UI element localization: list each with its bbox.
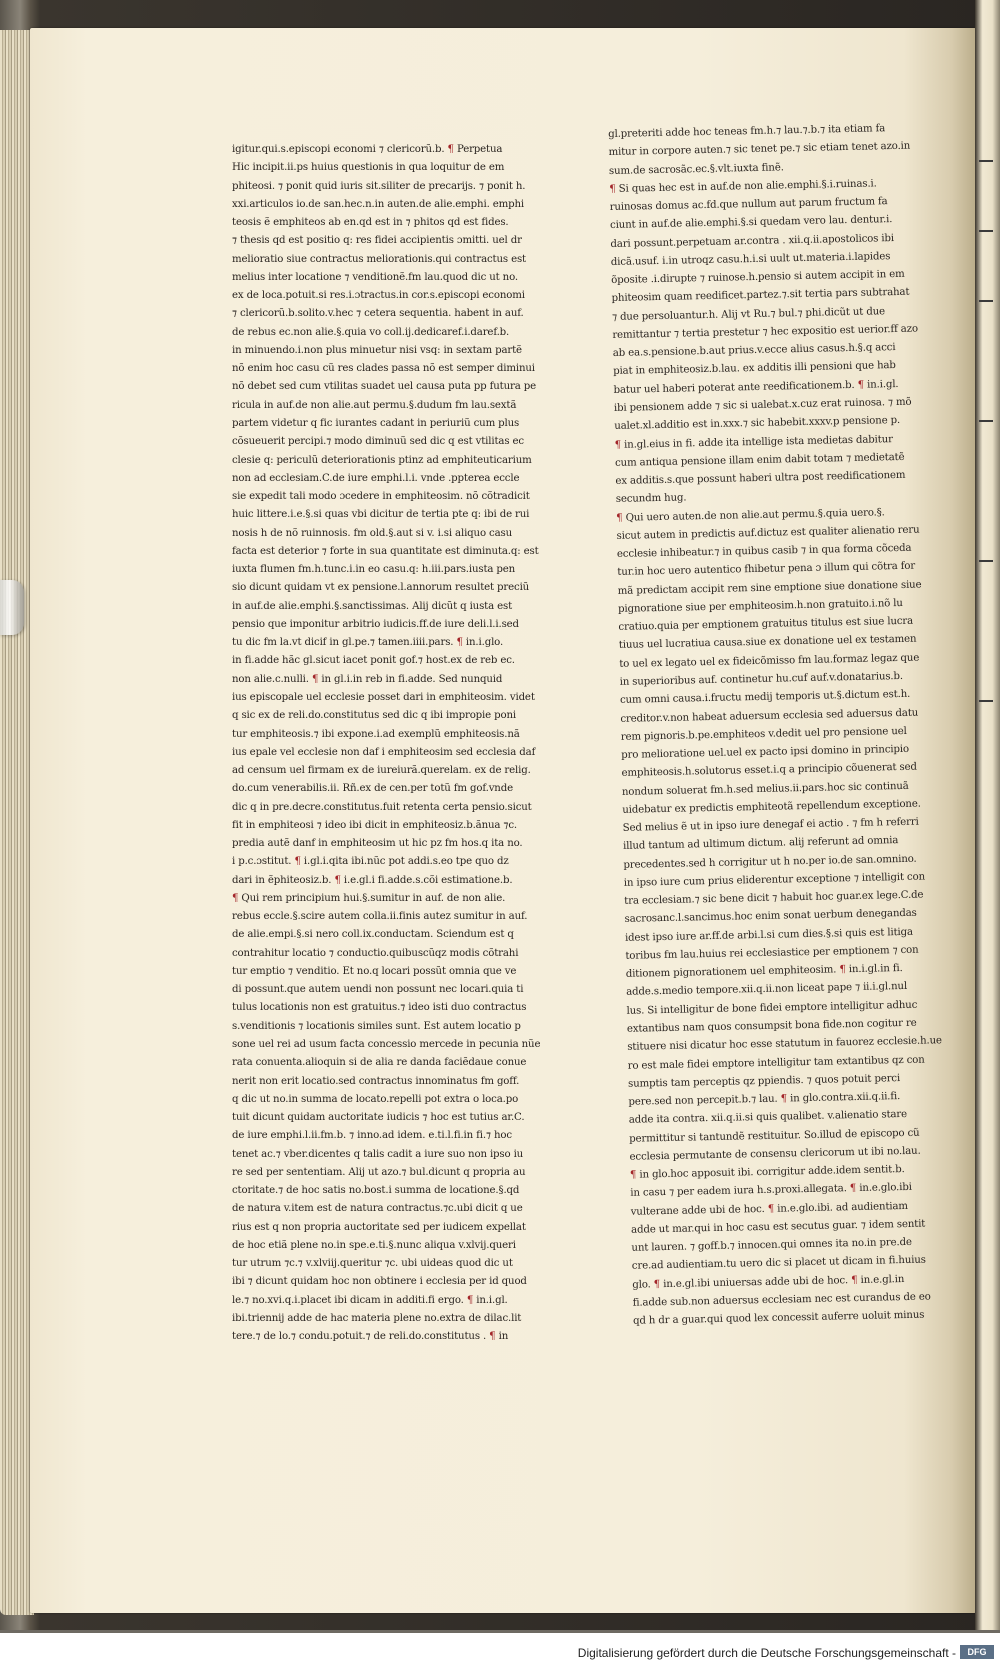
text-line: sacrosanc.l.sancimus.hoc enim sonat uerbum denegandas	[624, 908, 917, 926]
text-line: in superioribus auf. continetur hu.cuf auf.v.donatarius.b.	[619, 670, 904, 688]
text-line: non ad ecclesiam.C.de iure emphi.l.i. vnde .ppterea eccle	[232, 472, 520, 484]
paragraph-mark-icon: ¶	[767, 1203, 775, 1215]
text-line: tenet ac.⁊ vber.dicentes q talis cadit a iure suo non ipso iu	[232, 1148, 524, 1160]
text-line: predia autẽ danf in emphiteosim ut hic pz fm hos.q ita no.	[232, 838, 523, 850]
text-line: Sed melius ẽ ut in ipso iure denegaf ei actio . ⁊ fm h referri	[622, 816, 919, 834]
paragraph-mark-icon: ¶	[839, 964, 846, 976]
text-line: ¶ Qui rem principium hui.§.sumitur in auf. de non alie.	[232, 892, 506, 904]
text-line: facta est deterior ⁊ forte in sua quantitate est diminuta.q: est	[232, 545, 539, 557]
text-line: ius episcopale uel ecclesie posset dari in emphiteosim. videt	[232, 691, 535, 703]
text-line: non alie.c.nulli. ¶ in gl.i.in reb in fi.adde. Sed nunquid	[232, 673, 503, 685]
text-line: iuxta flumen fm.h.tunc.i.in eo casu.q: h.iii.pars.iusta pen	[232, 564, 516, 576]
text-line: rius est q non propria auctoritate sed per iudicem expellat	[232, 1221, 526, 1233]
text-line: ecclesia permutante de consensu clericorum ut ibi no.lau.	[629, 1145, 921, 1163]
text-line: emphiteosis.h.solutorus esset.i.q a principio cõuenerat sed	[621, 761, 917, 780]
text-line: de hoc etiã plene no.in spe.e.ti.§.nunc aliqua v.xlvij.queri	[232, 1239, 516, 1251]
text-line: in fi.adde hãc gl.sicut iacet ponit gof.⁊ host.ex de reb ec.	[232, 655, 515, 667]
text-line: pensio que imponitur arbitrio iudicis.ff.de iure deli.l.i.sed	[232, 618, 519, 630]
text-line: stituere nisi dicatur hoc esse statutum in fauorez ecclesie.h.ue	[627, 1035, 942, 1054]
text-line: batur uel haberi poterat ante reedificationem.b. ¶ in.i.gl.	[613, 378, 899, 396]
text-line: ibi.triennij adde de hac materia plene no.extra de dilac.lit	[232, 1313, 522, 1324]
text-line: unt lauren. ⁊ goff.b.⁊ innocen.qui omnes ita no.in pre.de	[631, 1237, 912, 1254]
text-line: ¶ Si quas hec est in auf.de non alie.emphi.§.i.ruinas.i.	[609, 178, 877, 195]
facing-page-edge	[975, 0, 1000, 1630]
text-line: ibi pensionem adde ⁊ sic si ualebat.x.cuz erat ruinosa. ⁊ mõ	[613, 396, 912, 414]
text-line: fi.adde sub.non aduersus ecclesiam nec est curandus de eo	[632, 1291, 931, 1309]
text-line: glo. ¶ in.e.gl.ibi uniuersas adde ubi de hoc. ¶ in.e.gl.in	[632, 1273, 905, 1291]
text-line: q sic ex de reli.do.constitutus sed dic q ibi impropie poni	[232, 710, 517, 722]
text-line: cre.ad audientiam.tu uero dic si placet ut dicam in fi.huius	[631, 1255, 926, 1273]
text-line: ⁊ due persoluantur.h. Alij vt Ru.⁊ bul.⁊ phi.dicũt ut due	[611, 305, 886, 323]
text-line: Hic incipit.ii.ps huius questionis in qua loquitur de em	[232, 162, 505, 174]
text-line: secundm hug.	[615, 492, 687, 506]
text-line: tur emptio ⁊ venditio. Et no.q locari possũt omnia que ve	[232, 965, 517, 977]
text-line: s.venditionis ⁊ locationis similes sunt. Est autem locatio p	[232, 1020, 521, 1032]
text-line: uidebatur ex predictis emphiteotã repellendum exceptione.	[622, 798, 921, 816]
text-line: nõ debet sed cum vtilitas suadet uel causa puta pp futura pe	[232, 381, 537, 393]
text-line: de natura v.item est de natura contractus.⁊c.ubi dicit q ue	[232, 1203, 523, 1215]
paragraph-mark-icon: ¶	[294, 856, 301, 868]
text-line: piat in emphiteosiz.b.lau. ex additis illi pensioni que hab	[613, 360, 896, 378]
text-line: sio dicunt quidam vt ex pensione.l.annorum resultet preciũ	[232, 582, 530, 594]
text-line: re sed per sententiam. Alij ut azo.⁊ bul.dicunt q propria au	[232, 1166, 526, 1178]
text-line: ¶ in.gl.eius in fi. adde ita intellige ista medietas dabitur	[614, 433, 893, 451]
paragraph-mark-icon: ¶	[447, 144, 454, 155]
text-line: i p.c.ɔstitut. ¶ i.gl.i.qita ibi.nũc pot addi.s.eo tpe quo dz	[232, 856, 509, 868]
text-line: tere.⁊ de lo.⁊ condu.potuit.⁊ de reli.do.constitutus . ¶ in	[232, 1331, 509, 1343]
text-line: sum.de sacrosãc.ec.§.vlt.iuxta finẽ.	[608, 161, 784, 177]
text-line: lus. Si intelligitur de bone fidei emptore intelligitur adhuc	[626, 999, 918, 1017]
text-line: ualet.xl.additio est in.xxx.⁊ sic habebit.xxxv.p pensione p.	[614, 415, 901, 433]
text-line: adde ut mar.qui in hoc casu est secutus guar. ⁊ idem sentit	[631, 1218, 926, 1236]
text-line: tulus locationis non est gratuitus.⁊ ideo isti duo contractus	[232, 1002, 527, 1014]
text-line: ex additis.s.que possunt haberi ultra post reedificationem	[615, 469, 906, 487]
paragraph-mark-icon: ¶	[489, 1331, 496, 1343]
text-line: dicã.usuf. i.in utroqz casu.h.i.si uult ut.materia.i.lapides	[610, 250, 891, 268]
paragraph-mark-icon: ¶	[857, 379, 865, 391]
text-line: cum omni causa.i.fructu medij temporis ut.§.dictum est.h.	[619, 689, 911, 707]
text-line: rebus eccle.§.scire autem colla.ii.finis autez sumitur in auf.	[232, 911, 528, 923]
text-line: tur utrum ⁊c.⁊ v.xlviij.queritur ⁊c. ubi uideas quod dic ut	[232, 1258, 513, 1270]
paragraph-mark-icon: ¶	[629, 1169, 637, 1181]
text-line: sicut autem in predictis auf.dictuz est qualiter alienatio reru	[616, 524, 920, 542]
text-line: ⁊ clericorũ.b.solito.v.hec ⁊ cetera sequentia. habent in auf.	[232, 308, 524, 320]
text-line: tu dic fm la.vt dicif in gl.pe.⁊ tamen.iiii.pars. ¶ in.i.glo.	[232, 637, 504, 649]
paragraph-mark-icon: ¶	[851, 1274, 858, 1286]
text-line: de alie.empi.§.si nero coll.ix.conductam. Sciendum est q	[232, 929, 514, 941]
text-line: ro est male fidei emptore intelligitur tam extantibus qz con	[627, 1054, 925, 1072]
text-line: ¶ in glo.hoc apposuit ibi. corrigitur adde.idem sentit.b.	[629, 1164, 905, 1181]
text-line: tur.in hoc uero autentico fhibetur pena ɔ illum qui cõtra for	[617, 561, 916, 579]
text-line: in casu ⁊ per eadem iura h.s.proxi.allegata. ¶ in.e.glo.ibi	[630, 1182, 912, 1200]
glass-page-weight	[0, 580, 24, 635]
text-line: clesie q: periculũ deteriorationis ptinz ad emphiteuticarium	[232, 454, 532, 466]
text-line: q dic ut no.in summa de locato.repelli pot extra o loca.po	[232, 1093, 519, 1105]
text-line: creditor.v.non habeat aduersum ecclesia sed aduersus datu	[620, 707, 919, 725]
text-line: vulterane adde ubi de hoc. ¶ in.e.glo.ibi. ad audientiam	[630, 1200, 908, 1218]
text-line: do.cum venerabilis.ii. Rñ.ex de cen.per totũ fm gof.vnde	[232, 783, 513, 795]
text-line: pere.sed non percepit.b.⁊ lau. ¶ in glo.contra.xii.q.ii.fi.	[628, 1091, 901, 1108]
text-line: de iure emphi.l.ii.fm.b. ⁊ inno.ad idem. e.ti.l.fi.in fi.⁊ hoc	[232, 1130, 512, 1142]
text-line: adde.s.medio tempore.xii.q.ii.non liceat pape ⁊ ii.i.gl.nul	[626, 981, 908, 999]
text-line: xxi.articulos io.de san.hec.n.in auten.de alie.emphi. emphi	[232, 198, 525, 210]
text-line: in auf.de alie.emphi.§.sanctissimas. Alij dicũt q iusta est	[232, 600, 513, 612]
paragraph-mark-icon: ¶	[456, 637, 463, 649]
text-line: nosis h de nõ ruinnosis. fm old.§.aut si v. i.si aliquo casu	[232, 527, 513, 539]
text-line: ¶ Qui uero auten.de non alie.aut permu.§.quia uero.§.	[616, 506, 885, 524]
text-line: ricula in auf.de non alie.aut permu.§.dudum fm lau.sextã	[232, 399, 517, 411]
text-line: mitur in corpore auten.⁊ sic tenet pe.⁊ sic etiam tenet azo.in	[608, 140, 911, 159]
text-line: partem videtur q fic iurantes cadant in periuriũ cum plus	[232, 417, 520, 429]
text-line: tuit dicunt quidam auctoritate iudicis ⁊ hoc est tutius ar.C.	[232, 1112, 525, 1124]
text-line: permittitur si tantundẽ restituitur. So.illud de episcopo cũ	[629, 1127, 920, 1145]
paragraph-mark-icon: ¶	[849, 1183, 857, 1195]
text-line: ditionem pignorationem uel emphiteosim. ¶ in.i.gl.in fi.	[625, 963, 903, 981]
text-line: contrahitur locatio ⁊ conductio.quibuscũqz modis cõtrahi	[232, 947, 519, 959]
text-line: idest ipso iure ar.ff.de arbi.l.si cum dies.§.si quis est litiga	[624, 926, 913, 944]
text-line: sumptis tam perceptis qz ppiendis. ⁊ quos potuit perci	[627, 1072, 901, 1090]
text-line: di possunt.que autem uendi non possunt nec locari.quia ti	[232, 984, 524, 996]
paragraph-mark-icon: ¶	[466, 1294, 474, 1306]
text-line: ciunt in auf.de alie.emphi.§.si quedam vero lau. dentur.i.	[609, 214, 893, 232]
text-line: ex de loca.potuit.si res.i.ɔtractus.in cor.s.episcopi economi	[232, 290, 525, 302]
text-line: le.⁊ no.xvi.q.i.placet ibi dicam in additi.fi ergo. ¶ in.i.gl.	[232, 1294, 508, 1306]
text-line: tiuus uel lucratiua causa.siue ex donatione uel ex testamen	[618, 634, 917, 652]
text-line: nõ enim hoc casu cũ res clades passa nõ est semper diminui	[232, 363, 535, 375]
text-line: in ipso iure cum prius eliderentur exceptione ⁊ intelligit con	[623, 871, 926, 889]
text-line: phiteosi. ⁊ ponit quid iuris sit.siliter de precarijs. ⁊ ponit h.	[232, 180, 526, 192]
text-line: õposite .i.dirupte ⁊ ruinose.h.pensio si autem accipit in em	[611, 268, 905, 287]
text-line: ruinosas domus ac.fd.que nullum aut parum fructum fa	[609, 196, 888, 214]
dfg-logo: DFG	[960, 1645, 994, 1659]
paragraph-mark-icon: ¶	[616, 512, 623, 524]
text-line: nondum soluerat fm.h.sed melius.ii.pars.hoc sic continuã	[621, 780, 909, 798]
text-line: phiteosim quam reedificet.partez.⁊.sit tertia pars subtrahat	[611, 287, 910, 305]
paragraph-mark-icon: ¶	[614, 439, 622, 451]
text-line: igitur.qui.s.episcopi economi ⁊ clericorũ.b. ¶ Perpetua	[232, 144, 503, 155]
footer-bar	[0, 1633, 1000, 1667]
text-line: sone uel rei ad usum facta concessio mercede in pecunia nũe	[232, 1039, 541, 1051]
text-line: gl.preteriti adde hoc teneas fm.h.⁊ lau.⁊.b.⁊ ita etiam fa	[608, 123, 886, 140]
text-line: de rebus ec.non alie.§.quia vo coll.ij.dedicaref.i.daref.b.	[232, 326, 510, 338]
text-line: toribus fm lau.huius rei ecclesiastice per emptionem ⁊ con	[625, 944, 919, 962]
left-text-column	[232, 141, 560, 1347]
text-line: huic littere.i.e.§.si quas vbi dicitur de tertia pte q: ibi de rui	[232, 509, 530, 521]
text-line: ctoritate.⁊ de hoc satis no.bost.i summa de locatione.§.qd	[232, 1185, 520, 1197]
text-line: fit in emphiteosi ⁊ ideo ibi dicit in emphiteosiz.b.ãnua ⁊c.	[232, 819, 517, 831]
paragraph-mark-icon: ¶	[232, 892, 239, 904]
text-line: melioratio siue contractus meliorationis.qui contractus est	[232, 253, 526, 265]
paragraph-mark-icon: ¶	[609, 183, 616, 195]
page-edges	[0, 30, 34, 1615]
text-line: cum antiqua pensione illam enim dabit totam ⁊ medietatẽ	[614, 451, 905, 469]
footer-credit: Digitalisierung gefördert durch die Deutsche Forschungsgemeinschaft -	[577, 1646, 956, 1660]
text-line: precedentes.sed h corrigitur ut h no.per io.de san.omnino.	[623, 853, 917, 871]
text-line: adde ita contra. xii.q.ii.si quis qualibet. v.alienatio stare	[628, 1109, 908, 1127]
text-line: melius inter locatione ⁊ venditionẽ.fm lau.quod dic ut no.	[232, 271, 518, 283]
text-line: ius epale vel ecclesie non daf i emphiteosim sed ecclesia daf	[232, 746, 536, 758]
text-line: sie expedit tali modo ɔcedere in emphiteosim. nõ cõtradicit	[232, 491, 530, 503]
text-line: dari in ẽphiteosiz.b. ¶ i.e.gl.i fi.adde.s.cõi estimatione.b.	[232, 874, 513, 886]
text-line: tur emphiteosis.⁊ ibi expone.i.ad exemplũ emphiteosis.nã	[232, 728, 520, 740]
text-line: remittantur ⁊ tertia prestetur ⁊ hec expositio est uerior.ff azo	[612, 323, 918, 341]
text-line: ad censum uel firmam ex de iureiurã.querelam. ex de relig.	[232, 765, 531, 777]
text-line: tra ecclesiam.⁊ sic bene dicit ⁊ habuit hoc guar.ex lege.C.de	[624, 889, 924, 907]
text-line: rem pignoris.b.pe.emphiteos v.dedit uel pro pensione uel	[620, 725, 907, 743]
text-line: to uel ex legato uel ex fideicõmisso fm lau.formaz legaz que	[619, 652, 920, 670]
text-line: illud tantum ad ultimum dictum. alij referunt ad omnia	[622, 835, 899, 853]
right-text-column	[608, 119, 963, 1331]
text-line: cõsueuerit percipi.⁊ modo diminuũ sed dic q est vtilitas ec	[232, 436, 524, 448]
text-line: ecclesie inhibeatur.⁊ in quibus casib ⁊ in qua forma cõceda	[616, 542, 912, 561]
text-line: in minuendo.i.non plus minuetur nisi vsq: in sextam partẽ	[232, 344, 522, 356]
text-line: cratiuo.quia per emptionem gratuitus titulus est siue lucra	[618, 615, 914, 634]
paragraph-mark-icon: ¶	[311, 673, 319, 685]
text-line: ibi ⁊ dicunt quidam hoc non obtinere i ecclesia per id quod	[232, 1276, 527, 1288]
text-line: extantibus nam quos consumpsit bona fide.non cogitur re	[626, 1017, 917, 1035]
text-line: rata conuenta.alioquin si de alia re danda faciẽdaue conue	[232, 1057, 527, 1069]
text-line: dari possunt.perpetuam ar.contra . xii.q.ii.apostolicos ibi	[610, 232, 895, 250]
text-line: qd h dr a guar.qui quod lex concessit auferre uoluit minus	[632, 1309, 925, 1328]
text-line: ab ea.s.pensione.b.aut prius.v.ecce alius casus.h.§.q acci	[612, 342, 896, 360]
text-line: nerit non erit locatio.sed contractus innominatus fm goff.	[232, 1075, 520, 1087]
text-line: dic q in pre.decre.constitutus.fuit retenta certa pensio.sicut	[232, 801, 532, 813]
text-line: ⁊ thesis qd est positio q: res fidei accipientis ɔmitti. uel dr	[232, 235, 522, 247]
paragraph-mark-icon: ¶	[780, 1093, 788, 1105]
paragraph-mark-icon: ¶	[334, 874, 341, 886]
text-line: pro melioratione uel.uel ex pacto ipsi domino in principio	[621, 743, 910, 761]
text-line: pignoratione siue per emphiteosim.h.non gratuito.i.nõ lu	[618, 597, 903, 615]
paragraph-mark-icon: ¶	[653, 1278, 661, 1291]
text-line: mã predictam accipit rem sine emptione siue donatione siue	[617, 579, 922, 597]
text-line: teosis ẽ emphiteos ab en.qd est in ⁊ phitos qd est fides.	[232, 217, 509, 229]
